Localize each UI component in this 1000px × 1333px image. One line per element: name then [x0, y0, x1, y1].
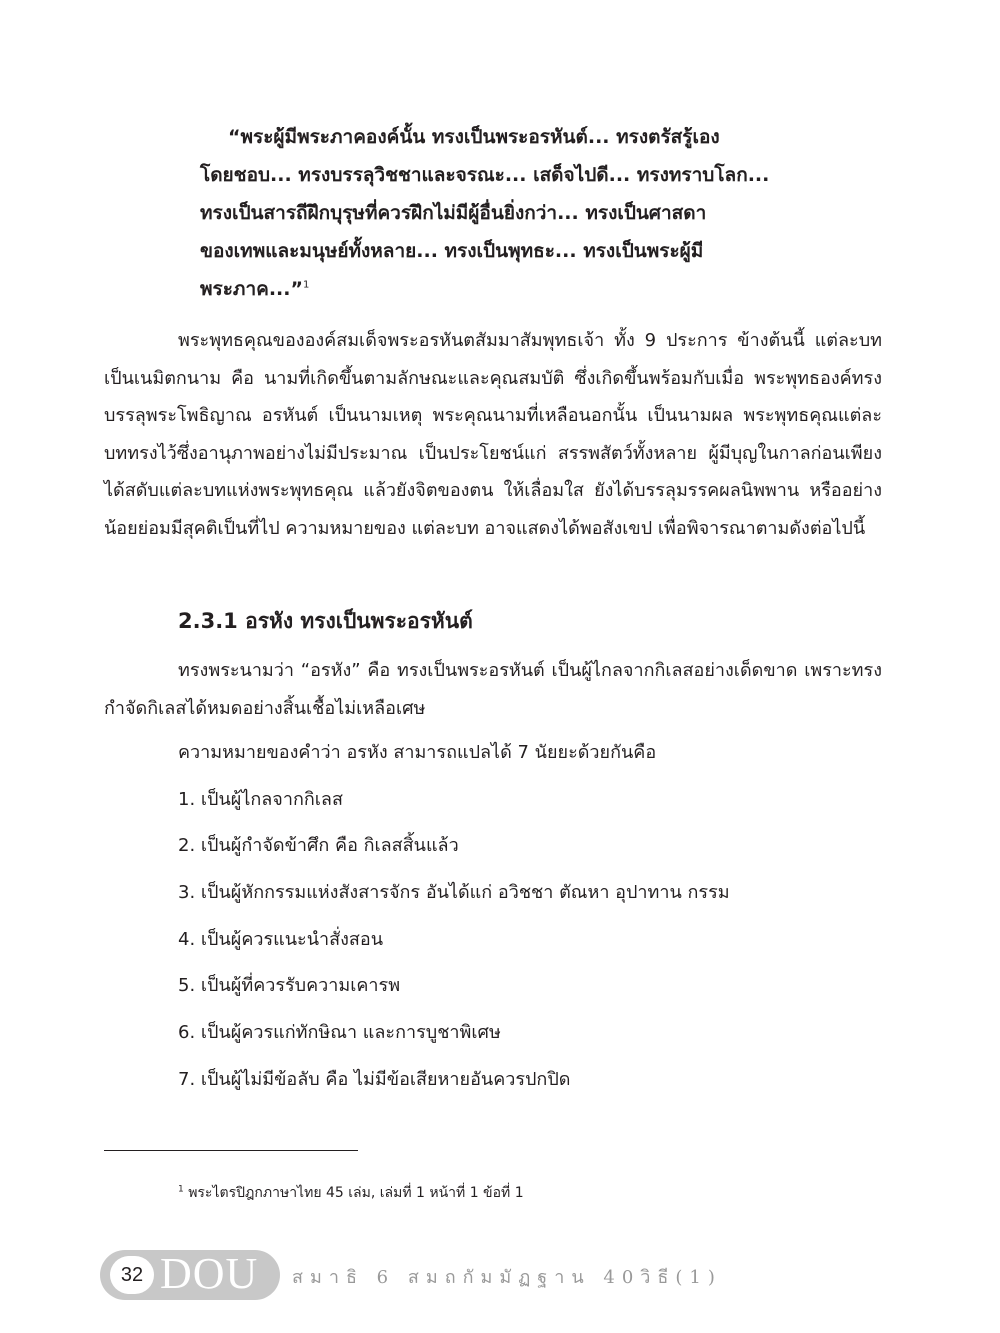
list-item: 5. เป็นผู้ที่ควรรับความเคารพ — [178, 975, 401, 996]
page-number: 32 — [110, 1256, 154, 1294]
quote-line: ของเทพและมนุษย์ทั้งหลาย... ทรงเป็นพุทธะ... ทรงเป็นพระผู้มี — [200, 240, 704, 262]
list-item: 2. เป็นผู้กำจัดข้าศึก คือ กิเลสสิ้นแล้ว — [178, 835, 459, 856]
footnote — [178, 1182, 524, 1204]
list-intro: ความหมายของคำว่า อรหัง สามารถแปลได้ 7 นัยยะด้วยกันคือ — [178, 742, 657, 763]
list-item: 7. เป็นผู้ไม่มีข้อลับ คือ ไม่มีข้อเสียหายอันควรปกปิด — [178, 1069, 571, 1090]
intro-paragraph: พระพุทธคุณขององค์สมเด็จพระอรหันตสัมมาสัมพุทธเจ้า ทั้ง 9 ประการ ข้างต้นนี้ แต่ละบทเป็นเนมิตกนาม คือ นามที่เกิดขึ้นตามลักษณะและคุณสมบัติ ซึ่งเกิดขึ้นพร้อมกับเมื่อ พระพุทธองค์ทรงบรรลุพระโพธิญาณ อรหันต์ เป็นนามเหตุ พระคุณนามที่เหลือนอกนั้น เป็นนามผล พระพุทธคุณแต่ละบททรงไว้ซึ่งอานุภาพอย่างไม่มีประมาณ เป็นประโยชน์แก่ สรรพสัตว์ทั้งหลาย ผู้มีบุญในกาลก่อนเพียงได้สดับแต่ละบทแห่งพระพุทธคุณ แล้วยังจิตของตน ให้เลื่อมใส ยังได้บรรลุมรรคผลนิพพาน หรืออย่างน้อยย่อมมีสุคติเป็นที่ไป ความหมายของ แต่ละบท อาจแสดงได้พอสังเขป เพื่อพิจารณาตามดังต่อไปนี้ — [104, 330, 882, 539]
quote-block — [200, 118, 810, 308]
list-item: 4. เป็นผู้ควรแนะนำสั่งสอน — [178, 929, 384, 950]
quote-line: ทรงเป็นสารถีฝึกบุรุษที่ควรฝึกไม่มีผู้อื่นยิ่งกว่า... ทรงเป็นศาสดา — [200, 202, 707, 224]
list-item: 3. เป็นผู้หักกรรมแห่งสังสารจักร อันได้แก่ อวิชชา ตัณหา อุปาทาน กรรม — [178, 882, 730, 903]
quote-line-last — [200, 270, 810, 308]
list-item: 6. เป็นผู้ควรแก่ทักษิณา และการบูชาพิเศษ — [178, 1022, 501, 1043]
quote-line: พระภาค...” — [200, 278, 303, 300]
dou-logo: DOU — [160, 1249, 259, 1298]
list-item: 1. เป็นผู้ไกลจากกิเลส — [178, 789, 343, 810]
footnote-ref[interactable]: 1 — [302, 279, 310, 291]
footnote-number: 1 — [178, 1184, 184, 1195]
footnote-divider — [104, 1150, 358, 1151]
book-title: สมาธิ 6 สมถกัมมัฏฐาน 40วิธี(1) — [292, 1267, 722, 1288]
quote-line: “พระผู้มีพระภาคองค์นั้น ทรงเป็นพระอรหันต์... ทรงตรัสรู้เอง — [228, 126, 720, 148]
section-paragraph: ทรงพระนามว่า “อรหัง” คือ ทรงเป็นพระอรหันต์ เป็นผู้ไกลจากกิเลสอย่างเด็ดขาด เพราะทรงกำจัดกิเลสได้หมดอย่างสิ้นเชื้อไม่เหลือเศษ — [104, 660, 882, 719]
quote-line: โดยชอบ... ทรงบรรลุวิชชาและจรณะ... เสด็จไปดี... ทรงทราบโลก... — [200, 164, 770, 186]
section-heading: 2.3.1 อรหัง ทรงเป็นพระอรหันต์ — [178, 609, 473, 633]
footnote-text: พระไตรปิฎกภาษาไทย 45 เล่ม, เล่มที่ 1 หน้าที่ 1 ข้อที่ 1 — [188, 1185, 524, 1201]
